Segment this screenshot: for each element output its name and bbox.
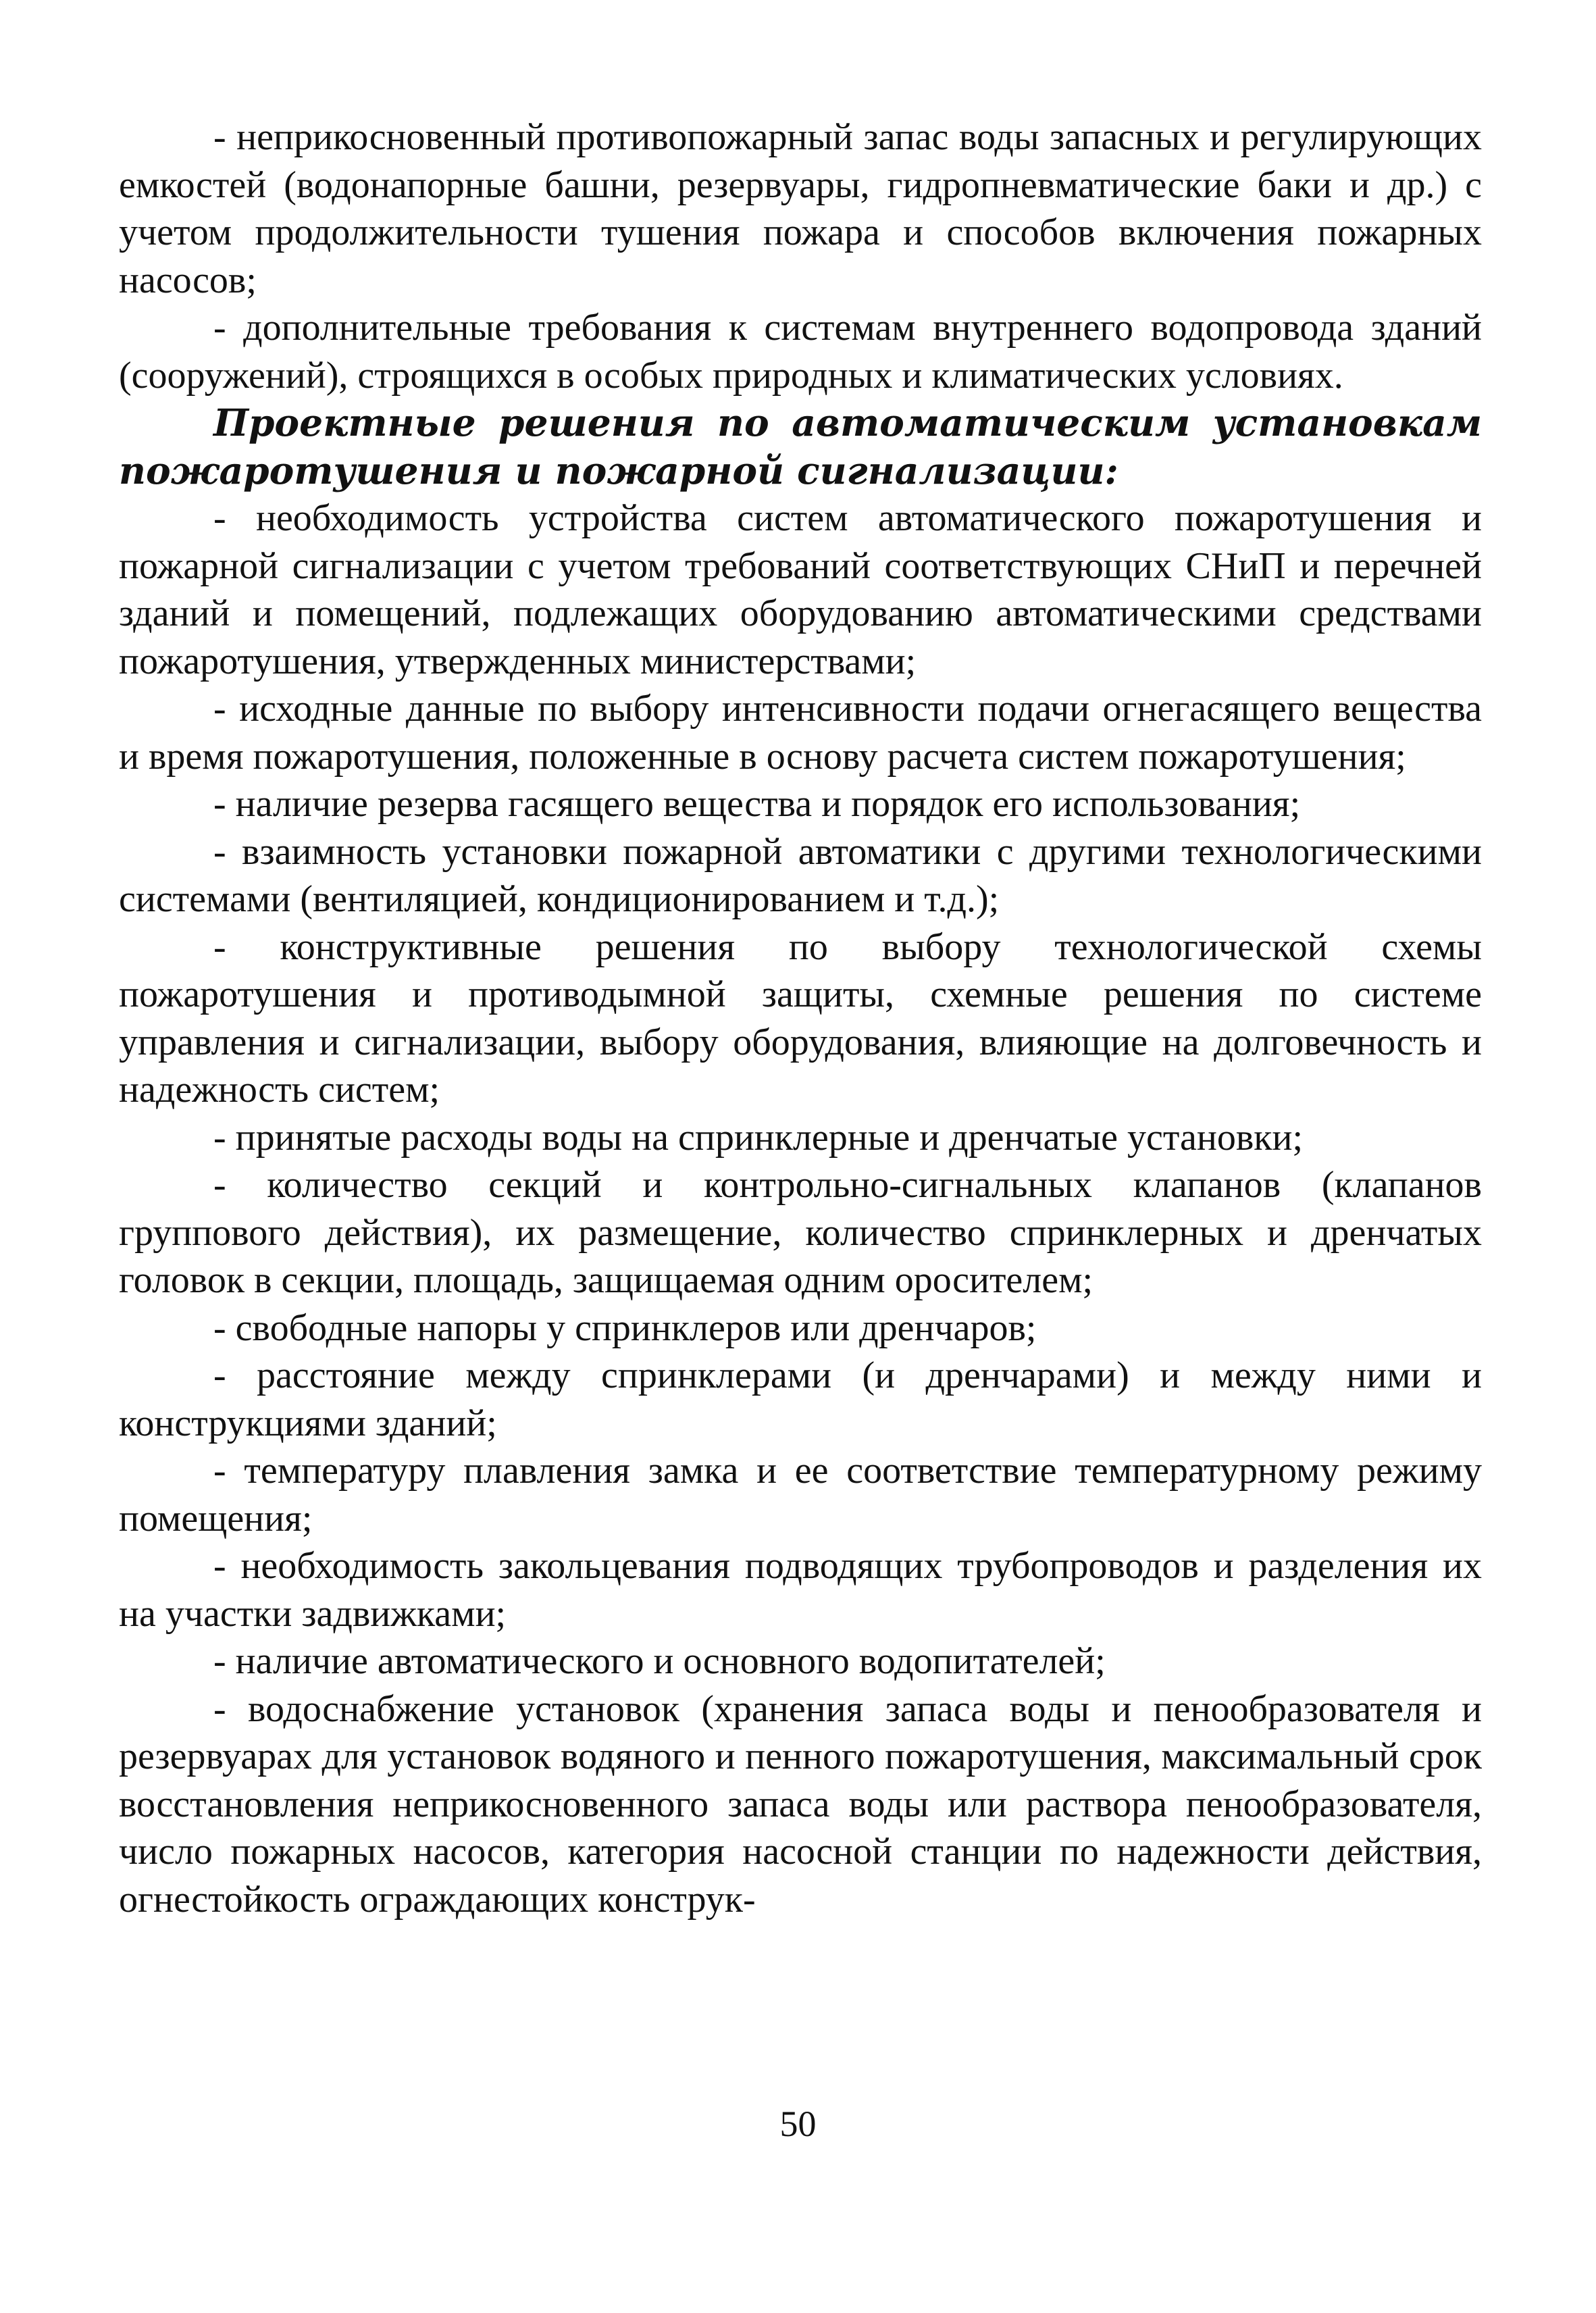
paragraph-list-item: - исходные данные по выбору интенсивности подачи огнегасящего вещества и время пожаротушения, положенные в основу расчета систем пожаротушения; xyxy=(119,688,1482,778)
paragraph-list-item: - необходимость закольцевания подводящих трубопроводов и разделения их на участки задвижками; xyxy=(119,1545,1482,1635)
paragraph-water-reserve: - неприкосновенный противопожарный запас воды запасных и регулирующих емкостей (водонапорные башни, резервуары, гидропневматические баки и др.) с учетом продолжительности тушения пожара и способов включения пожарных насосов; xyxy=(119,116,1482,301)
paragraph-list-item: - принятые расходы воды на спринклерные и дренчатые установки; xyxy=(213,1116,1304,1159)
page-number: 50 xyxy=(779,2104,817,2144)
paragraph-list-item: - конструктивные решения по выбору технологической схемы пожаротушения и противодымной защиты, схемные решения по системе управления и сигнализации, выбору оборудования, влияющие на долговечность и надежность систем; xyxy=(119,925,1482,1111)
paragraph-list-item: - наличие резерва гасящего вещества и порядок его использования; xyxy=(213,783,1301,825)
paragraph-list-item: - расстояние между спринклерами (и дренчарами) и между ними и конструкциями зданий; xyxy=(119,1354,1482,1444)
paragraph-list-item: - водоснабжение установок (хранения запаса воды и пенообразователя и резервуарах для установок водяного и пенного пожаротушения, максимальный срок восстановления неприкосновенного запаса воды или раствора пенообразователя, число пожарных насосов, категория насосной станции по надежности действия, огнестойкость ограждающих конструк- xyxy=(119,1687,1482,1921)
paragraph-additional-requirements: - дополнительные требования к системам внутреннего водопровода зданий (сооружений), строящихся в особых природных и климатических условиях. xyxy=(119,307,1482,397)
paragraph-list-item: - количество секций и контрольно-сигнальных клапанов (клапанов группового действия), их размещение, количество спринклерных и дренчатых головок в секции, площадь, защищаемая одним оросителем; xyxy=(119,1164,1482,1301)
paragraph-list-item: - наличие автоматического и основного водопитателей; xyxy=(213,1640,1106,1682)
section-heading: Проектные решения по автоматическим установкам пожаротушения и пожарной сигнализации: xyxy=(119,401,1482,492)
page-body xyxy=(119,113,1482,1923)
paragraph-list-item: - необходимость устройства систем автоматического пожаротушения и пожарной сигнализации с учетом требований соответствующих СНиП и перечней зданий и помещений, подлежащих оборудованию автоматическими средствами пожаротушения, утвержденных министерствами; xyxy=(119,497,1482,682)
paragraph-list-item: - температуру плавления замка и ее соответствие температурному режиму помещения; xyxy=(119,1450,1482,1540)
paragraph-list-item: - свободные напоры у спринклеров или дренчаров; xyxy=(213,1306,1037,1349)
paragraph-list-item: - взаимность установки пожарной автоматики с другими технологическими системами (вентиляцией, кондиционированием и т.д.); xyxy=(119,830,1482,920)
